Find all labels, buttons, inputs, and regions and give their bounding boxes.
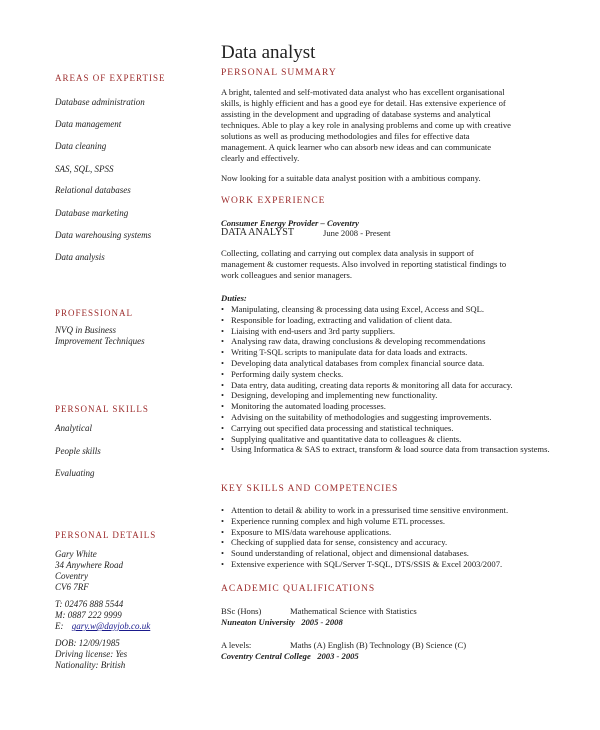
expertise-item: Database marketing bbox=[55, 208, 129, 218]
summary-text bbox=[221, 87, 561, 164]
detail-email-row bbox=[55, 621, 150, 632]
college: Coventry Central College 2003 - 2005 bbox=[221, 651, 359, 661]
expertise-heading: AREAS OF EXPERTISE bbox=[55, 73, 166, 83]
summary-heading: PERSONAL SUMMARY bbox=[221, 68, 337, 78]
alevels-subjects: Maths (A) English (B) Technology (B) Science (C) bbox=[290, 640, 467, 650]
duties-list bbox=[221, 304, 566, 455]
duty-item: • Analysing raw data, drawing conclusions & developing recommendations bbox=[221, 336, 566, 347]
university: Nuneaton University 2005 - 2008 bbox=[221, 617, 343, 627]
summary-line: A bright, talented and self-motivated data analyst who has excellent organisational bbox=[221, 87, 505, 97]
skill-item: Analytical bbox=[55, 423, 92, 433]
duty-item: • Liaising with end-users and 3rd party suppliers. bbox=[221, 326, 566, 337]
academic-heading: ACADEMIC QUALIFICATIONS bbox=[221, 584, 376, 594]
expertise-item: Database administration bbox=[55, 97, 145, 107]
work-heading: WORK EXPERIENCE bbox=[221, 196, 326, 206]
summary-looking: Now looking for a suitable data analyst position with a ambitious company. bbox=[221, 173, 481, 183]
work-desc-line: management & customer requests. Also involved in reporting statistical findings to bbox=[221, 259, 507, 269]
duty-item: • Advising on the suitability of methodologies and suggesting improvements. bbox=[221, 412, 566, 423]
skill-item: Evaluating bbox=[55, 468, 95, 478]
summary-line: techniques. Able to play a key role in analysing problems and come up with creative bbox=[221, 120, 511, 130]
duty-item: • Supplying qualitative and quantitative data to colleagues & clients. bbox=[221, 434, 566, 445]
duty-item: • Responsible for loading, extracting and validation of client data. bbox=[221, 315, 566, 326]
expertise-item: Data analysis bbox=[55, 252, 105, 262]
expertise-item: SAS, SQL, SPSS bbox=[55, 164, 114, 174]
summary-line: skills, is highly efficient and has a good eye for detail. Has extensive experience of bbox=[221, 98, 506, 108]
professional-item: NVQ in Business bbox=[55, 325, 117, 335]
duty-item: • Monitoring the automated loading processes. bbox=[221, 401, 566, 412]
duty-item: • Data entry, data auditing, creating data reports & monitoring all data for accuracy. bbox=[221, 380, 566, 391]
skill-item: People skills bbox=[55, 446, 101, 456]
work-description bbox=[221, 248, 561, 281]
email-label: E: bbox=[55, 621, 64, 631]
detail-postcode: CV6 7RF bbox=[55, 582, 89, 592]
duty-item: • Manipulating, cleansing & processing data using Excel, Access and SQL. bbox=[221, 304, 566, 315]
work-role: DATA ANALYST bbox=[221, 227, 294, 238]
personal-skills-heading: PERSONAL SKILLS bbox=[55, 404, 149, 414]
duty-item: • Performing daily system checks. bbox=[221, 369, 566, 380]
work-employer: Consumer Energy Provider – Coventry bbox=[221, 218, 359, 228]
key-skills-heading: KEY SKILLS AND COMPETENCIES bbox=[221, 484, 399, 494]
detail-license: Driving license: Yes bbox=[55, 649, 128, 659]
work-dates: June 2008 - Present bbox=[323, 228, 391, 238]
degree-title: BSc (Hons) bbox=[221, 606, 262, 616]
detail-city: Coventry bbox=[55, 571, 88, 581]
detail-dob: DOB: 12/09/1985 bbox=[55, 638, 120, 648]
duty-item: • Carrying out specified data processing and statistical techniques. bbox=[221, 423, 566, 434]
duties-label: Duties: bbox=[221, 293, 247, 303]
summary-line: assisting in the development and upgrading of database systems and analytical bbox=[221, 109, 491, 119]
duty-item: • Using Informatica & SAS to extract, transform & load source data from transaction systems. bbox=[221, 444, 566, 455]
expertise-item: Relational databases bbox=[55, 185, 131, 195]
summary-line: clearly and effectively. bbox=[221, 153, 300, 163]
professional-item: Improvement Techniques bbox=[55, 336, 145, 346]
duty-item: • Designing, developing and implementing new functionality. bbox=[221, 390, 566, 401]
key-skill-item: • Attention to detail & ability to work in a pressurised time sensitive environment. bbox=[221, 505, 566, 516]
detail-nationality: Nationality: British bbox=[55, 660, 126, 670]
key-skill-item: • Experience running complex and high volume ETL processes. bbox=[221, 516, 566, 527]
key-skill-item: • Sound understanding of relational, object and dimensional databases. bbox=[221, 548, 566, 559]
key-skill-item: • Checking of supplied data for sense, consistency and accuracy. bbox=[221, 537, 566, 548]
personal-details-heading: PERSONAL DETAILS bbox=[55, 530, 157, 540]
work-desc-line: work colleagues and senior managers. bbox=[221, 270, 353, 280]
detail-address: 34 Anywhere Road bbox=[55, 560, 123, 570]
expertise-item: Data management bbox=[55, 119, 122, 129]
detail-name: Gary White bbox=[55, 549, 97, 559]
duty-item: • Writing T-SQL scripts to manipulate data for data loads and extracts. bbox=[221, 347, 566, 358]
alevels-label: A levels: bbox=[221, 640, 252, 650]
key-skill-item: • Exposure to MIS/data warehouse applications. bbox=[221, 527, 566, 538]
page-title: Data analyst bbox=[221, 42, 316, 63]
expertise-item: Data cleaning bbox=[55, 141, 107, 151]
work-desc-line: Collecting, collating and carrying out complex data analysis in support of bbox=[221, 248, 474, 258]
professional-heading: PROFESSIONAL bbox=[55, 308, 134, 318]
detail-mobile: M: 0887 222 9999 bbox=[55, 610, 122, 620]
summary-line: management. A quick learner who can absorb new ideas and can communicate bbox=[221, 142, 492, 152]
summary-line: solutions as well as producing methodologies and files for effective data bbox=[221, 131, 470, 141]
key-skill-item: • Extensive experience with SQL/Server T-SQL, DTS/SSIS & Excel 2003/2007. bbox=[221, 559, 566, 570]
degree-subject: Mathematical Science with Statistics bbox=[290, 606, 417, 616]
key-skills-list bbox=[221, 505, 566, 570]
email-link[interactable]: gary.w@dayjob.co.uk bbox=[71, 621, 151, 631]
expertise-item: Data warehousing systems bbox=[55, 230, 152, 240]
detail-telephone: T: 02476 888 5544 bbox=[55, 599, 124, 609]
duty-item: • Developing data analytical databases from complex financial source data. bbox=[221, 358, 566, 369]
